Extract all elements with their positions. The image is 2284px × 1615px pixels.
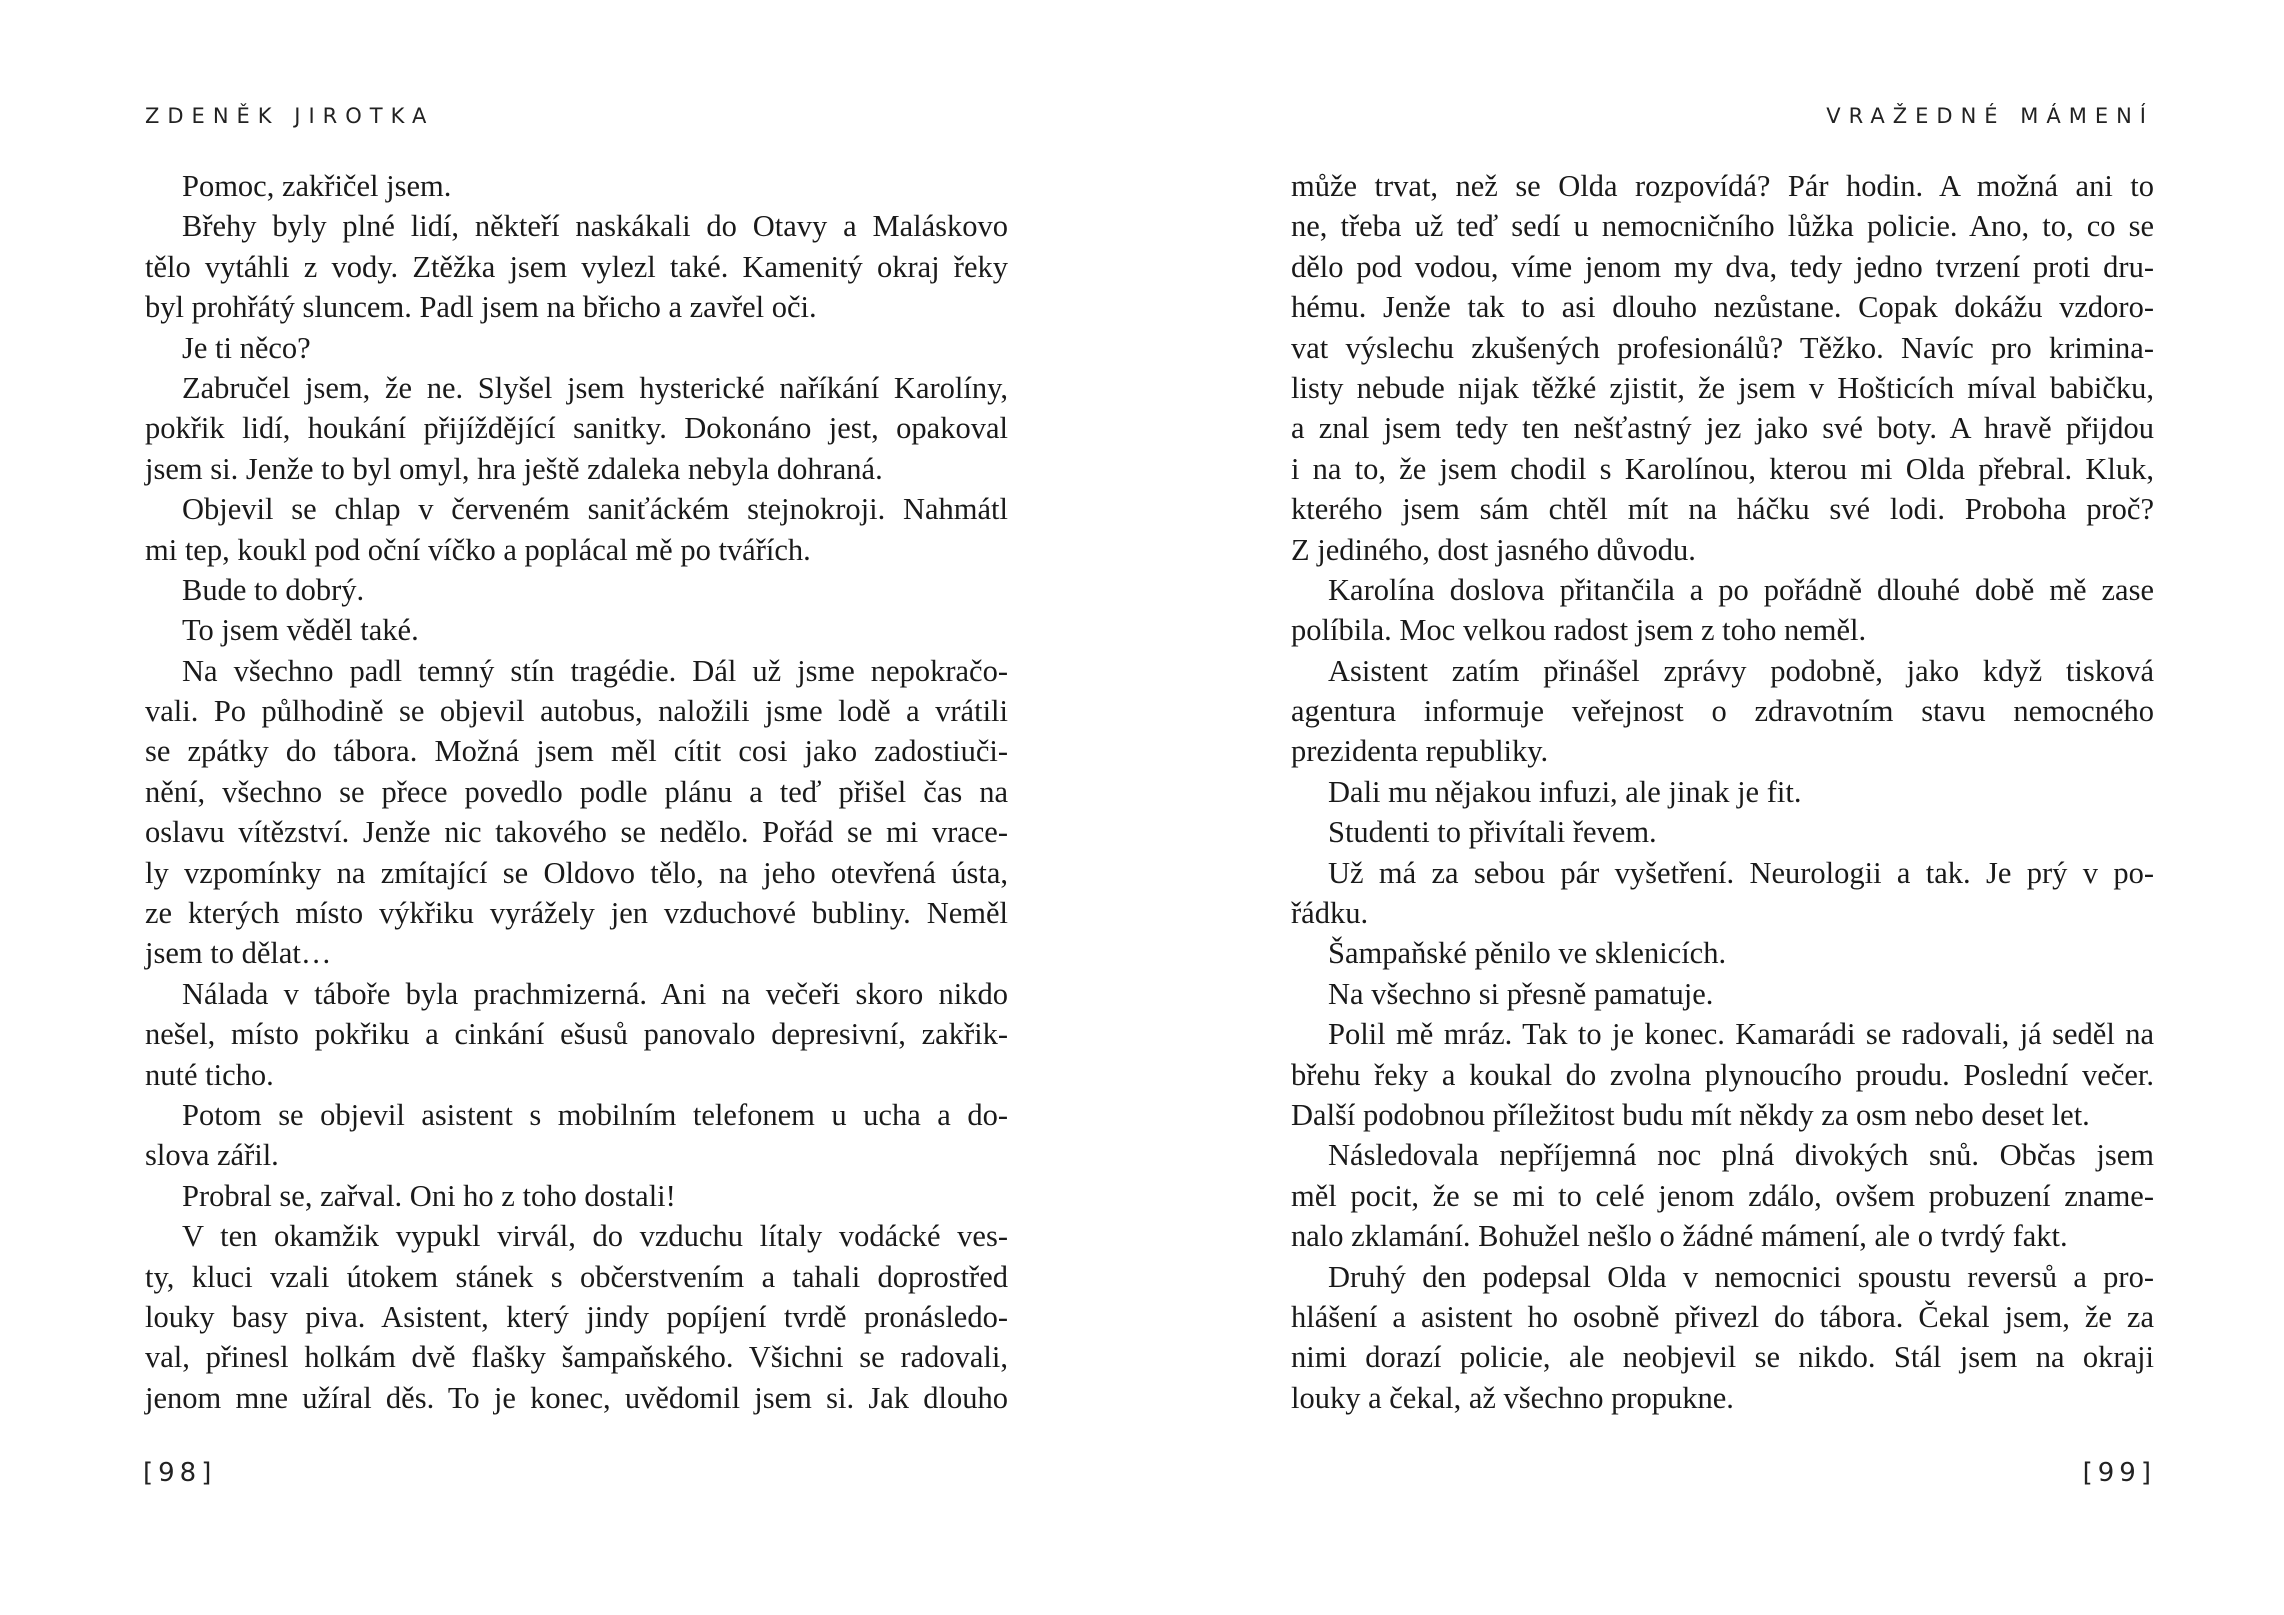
text-line: listy nebude nijak těžké zjistit, že jsem v Hošticích míval babičku, bbox=[1291, 370, 2154, 405]
running-head-author: ZDENĚK JIROTKA bbox=[145, 104, 435, 128]
text-line: To jsem věděl také. bbox=[182, 613, 419, 648]
text-line: hému. Jenže tak to asi dlouho nezůstane. Copak dokážu vzdoro- bbox=[1291, 290, 2154, 325]
body-text-left bbox=[145, 166, 1008, 1418]
text-line: Pomoc, zakřičel jsem. bbox=[182, 169, 452, 203]
text-line: Z jediného, dost jasného důvodu. bbox=[1291, 532, 1696, 567]
text-line: tělo vytáhli z vody. Ztěžka jsem vylezl také. Kamenitý okraj řeky bbox=[145, 249, 1008, 284]
text-line: nimi dorazí policie, ale neobjevil se nikdo. Stál jsem na okraji bbox=[1291, 1340, 2154, 1375]
text-line: může trvat, než se Olda rozpovídá? Pár hodin. A možná ani to bbox=[1291, 169, 2154, 203]
text-line: nění, všechno se přece povedlo podle plánu a teď přišel čas na bbox=[145, 774, 1008, 809]
text-line: agentura informuje veřejnost o zdravotním stavu nemocného bbox=[1291, 694, 2154, 729]
text-line: jenom mne užíral děs. To je konec, uvědomil jsem si. Jak dlouho bbox=[145, 1380, 1008, 1415]
text-line: pokřik lidí, houkání přijíždějící sanitky. Dokonáno jest, opakoval bbox=[145, 411, 1008, 446]
text-line: se zpátky do tábora. Možná jsem měl cítit cosi jako zadostiuči- bbox=[145, 734, 1008, 769]
text-line: Šampaňské pěnilo ve sklenicích. bbox=[1328, 936, 1727, 971]
text-line: Karolína doslova přitančila a po pořádně dlouhé době mě zase bbox=[1328, 572, 2154, 607]
text-line: mi tep, koukl pod oční víčko a poplácal mě po tvářích. bbox=[145, 532, 811, 567]
text-line: ze kterých místo výkřiku vyrážely jen vzduchové bubliny. Neměl bbox=[145, 896, 1008, 931]
text-line: val, přinesl holkám dvě flašky šampaňského. Všichni se radovali, bbox=[145, 1340, 1008, 1375]
text-line: Na všechno padl temný stín tragédie. Dál už jsme nepokračo- bbox=[182, 653, 1008, 688]
text-line: Zabručel jsem, že ne. Slyšel jsem hysterické naříkání Karolíny, bbox=[182, 370, 1008, 405]
text-line: hlášení a asistent ho osobně přivezl do tábora. Čekal jsem, že za bbox=[1291, 1299, 2154, 1334]
body-text-right bbox=[1291, 166, 2154, 1418]
page-number-left: [98] bbox=[143, 1458, 217, 1488]
text-line: Následovala nepříjemná noc plná divokých snů. Občas jsem bbox=[1328, 1138, 2154, 1173]
text-line: prezidenta republiky. bbox=[1291, 734, 1549, 769]
text-line: kterého jsem sám chtěl mít na háčku své lodi. Proboha proč? bbox=[1291, 492, 2154, 527]
text-line: louky a čekal, až všechno propukne. bbox=[1291, 1380, 1734, 1415]
text-line: Potom se objevil asistent s mobilním telefonem u ucha a do- bbox=[182, 1097, 1008, 1132]
text-line: jsem si. Jenže to byl omyl, hra ještě zdaleka nebyla dohraná. bbox=[145, 451, 883, 486]
text-line: Asistent zatím přinášel zprávy podobně, jako když tisková bbox=[1328, 653, 2154, 688]
text-line: břehu řeky a koukal do zvolna plynoucího proudu. Poslední večer. bbox=[1291, 1057, 2154, 1092]
text-line: Dali mu nějakou infuzi, ale jinak je fit. bbox=[1328, 774, 1802, 809]
text-line: jsem to dělat… bbox=[145, 936, 332, 971]
text-line: ty, kluci vzali útokem stánek s občerstvením a tahali doprostřed bbox=[145, 1259, 1008, 1294]
page-number-right: [99] bbox=[2082, 1458, 2156, 1488]
text-line: Břehy byly plné lidí, někteří naskákali do Otavy a Maláskovo bbox=[182, 209, 1008, 244]
text-line: oslavu vítězství. Jenže nic takového se nedělo. Pořád se mi vrace- bbox=[145, 815, 1008, 850]
text-line: měl pocit, že se mi to celé jenom zdálo, ovšem probuzení zname- bbox=[1291, 1178, 2154, 1213]
text-line: vali. Po půlhodině se objevil autobus, naložili jsme lodě a vrátili bbox=[145, 694, 1008, 729]
text-line: Už má za sebou pár vyšetření. Neurologii a tak. Je prý v po- bbox=[1328, 855, 2154, 890]
running-head-title: VRAŽEDNÉ MÁMENÍ bbox=[1826, 104, 2154, 128]
text-line: ly vzpomínky na zmítající se Oldovo tělo, na jeho otevřená ústa, bbox=[145, 855, 1008, 890]
text-line: políbila. Moc velkou radost jsem z toho neměl. bbox=[1291, 613, 1867, 648]
text-line: nešel, místo pokřiku a cinkání ešusů panovalo depresivní, zakřik- bbox=[145, 1017, 1008, 1052]
text-line: dělo pod vodou, víme jenom my dva, tedy jedno tvrzení proti dru- bbox=[1291, 249, 2154, 284]
text-line: byl prohřátý sluncem. Padl jsem na břicho a zavřel oči. bbox=[145, 290, 817, 325]
text-line: Nálada v táboře byla prachmizerná. Ani na večeři skoro nikdo bbox=[182, 976, 1008, 1011]
text-line: Druhý den podepsal Olda v nemocnici spoustu reversů a pro- bbox=[1328, 1259, 2154, 1294]
text-line: Objevil se chlap v červeném saniťáckém stejnokroji. Nahmátl bbox=[182, 492, 1008, 527]
text-line: řádku. bbox=[1291, 896, 1369, 931]
text-line: louky basy piva. Asistent, který jindy popíjení tvrdě pronásledo- bbox=[145, 1299, 1008, 1334]
text-line: Další podobnou příležitost budu mít někdy za osm nebo deset let. bbox=[1291, 1097, 2090, 1132]
text-line: Studenti to přivítali řevem. bbox=[1328, 815, 1657, 850]
text-line: Bude to dobrý. bbox=[182, 572, 365, 607]
text-line: nalo zklamání. Bohužel nešlo o žádné mámení, ale o tvrdý fakt. bbox=[1291, 1219, 2068, 1254]
text-line: Probral se, zařval. Oni ho z toho dostali! bbox=[182, 1178, 676, 1213]
text-line: a znal jsem tedy ten nešťastný jez jako své boty. A hravě přijdou bbox=[1291, 411, 2154, 446]
text-line: vat výslechu zkušených profesionálů? Těžko. Navíc pro krimina- bbox=[1291, 330, 2154, 365]
right-page bbox=[1142, 0, 2284, 1615]
text-line: i na to, že jsem chodil s Karolínou, kterou mi Olda přebral. Kluk, bbox=[1291, 451, 2154, 486]
text-line: Je ti něco? bbox=[182, 330, 311, 365]
text-line: nuté ticho. bbox=[145, 1057, 274, 1092]
text-line: Polil mě mráz. Tak to je konec. Kamarádi se radovali, já seděl na bbox=[1328, 1017, 2154, 1052]
text-line: slova zářil. bbox=[145, 1138, 279, 1173]
text-line: V ten okamžik vypukl virvál, do vzduchu lítaly vodácké ves- bbox=[182, 1219, 1008, 1254]
text-line: Na všechno si přesně pamatuje. bbox=[1328, 976, 1714, 1011]
text-line: ne, třeba už teď sedí u nemocničního lůžka policie. Ano, to, co se bbox=[1291, 209, 2154, 244]
